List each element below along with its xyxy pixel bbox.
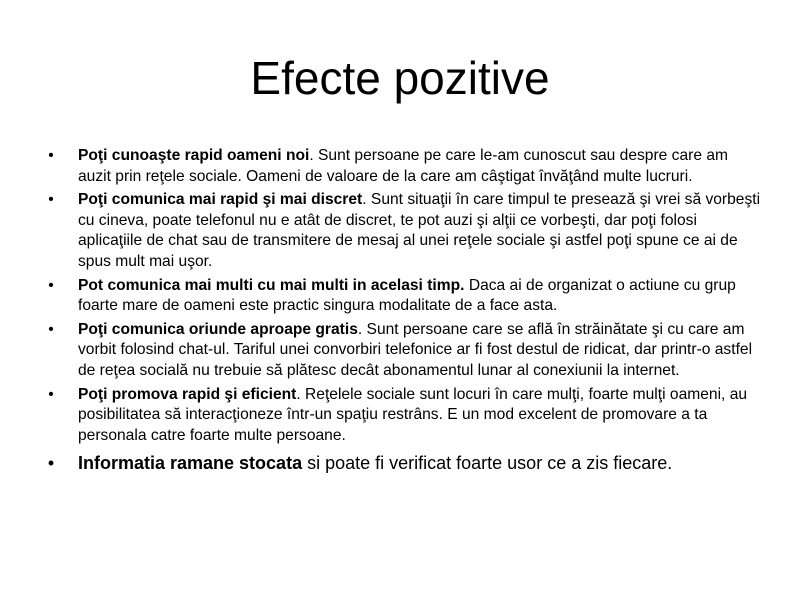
item-lead: Poţi cunoaşte rapid oameni noi xyxy=(78,147,310,164)
bullet-icon: • xyxy=(48,191,54,209)
bullet-icon: • xyxy=(48,147,54,164)
item-text: . Reţelele sociale sunt locuri în care mulţi, foarte mulţi oameni, au posibilitatea să interacţioneze într-un spaţiu restrâns. E un mod excelent de promovare a ta personala catre foarte multe persoane. xyxy=(78,385,748,444)
item-text: si poate fi verificat foarte usor ce a zis fiecare. xyxy=(302,453,673,474)
item-text: . Sunt persoane pe care le-am cunoscut sau despre care am auzit prin reţele sociale. Oameni de valoare de la care am câştigat învăţând multe lucruri. xyxy=(78,147,729,185)
item-lead: Informatia ramane stocata xyxy=(78,453,303,474)
slide-title: Efecte pozitive xyxy=(250,52,550,104)
bullet-icon: • xyxy=(48,320,54,338)
item-text: . Sunt situaţii în care timpul te presează şi vrei să vorbeşti cu cineva, poate telefonul nu e atât de discret, te pot auzi şi alţii ce vorbeşti, dar poţi folosi aplicaţiile de chat sau de transmitere de mesaj al unei reţele sociale şi astfel poţi spune ce ai de spus mult mai uşor. xyxy=(78,191,761,270)
list-item xyxy=(44,276,764,317)
list-item xyxy=(44,190,764,272)
item-lead: Poţi comunica oriunde aproape gratis xyxy=(78,320,358,338)
bullet-icon: • xyxy=(47,453,55,474)
item-lead: Pot comunica mai multi cu mai multi in acelasi timp. xyxy=(78,276,465,294)
list-item xyxy=(44,320,764,382)
item-text: Daca ai de organizat o actiune cu grup foarte mare de oameni este practic singura modalitate de a face asta. xyxy=(78,276,736,315)
list-item xyxy=(44,385,764,447)
list-item xyxy=(44,451,764,475)
bullet-icon: • xyxy=(48,385,54,403)
bullet-list xyxy=(44,146,764,478)
item-lead: Poţi promova rapid şi eficient xyxy=(78,385,297,403)
item-lead: Poţi comunica mai rapid şi mai discret xyxy=(78,191,363,209)
item-text: . Sunt persoane care se află în străinătate şi cu care am vorbit folosind chat-ul. Tariful unei convorbiri telefonice ar fi fost destul de ridicat, dar printr-o astfel de reţea socială nu trebuie să plătesc decât abonamentul lunar al conexiunii la internet. xyxy=(78,320,753,379)
bullet-icon: • xyxy=(48,276,54,294)
list-item xyxy=(44,146,764,187)
